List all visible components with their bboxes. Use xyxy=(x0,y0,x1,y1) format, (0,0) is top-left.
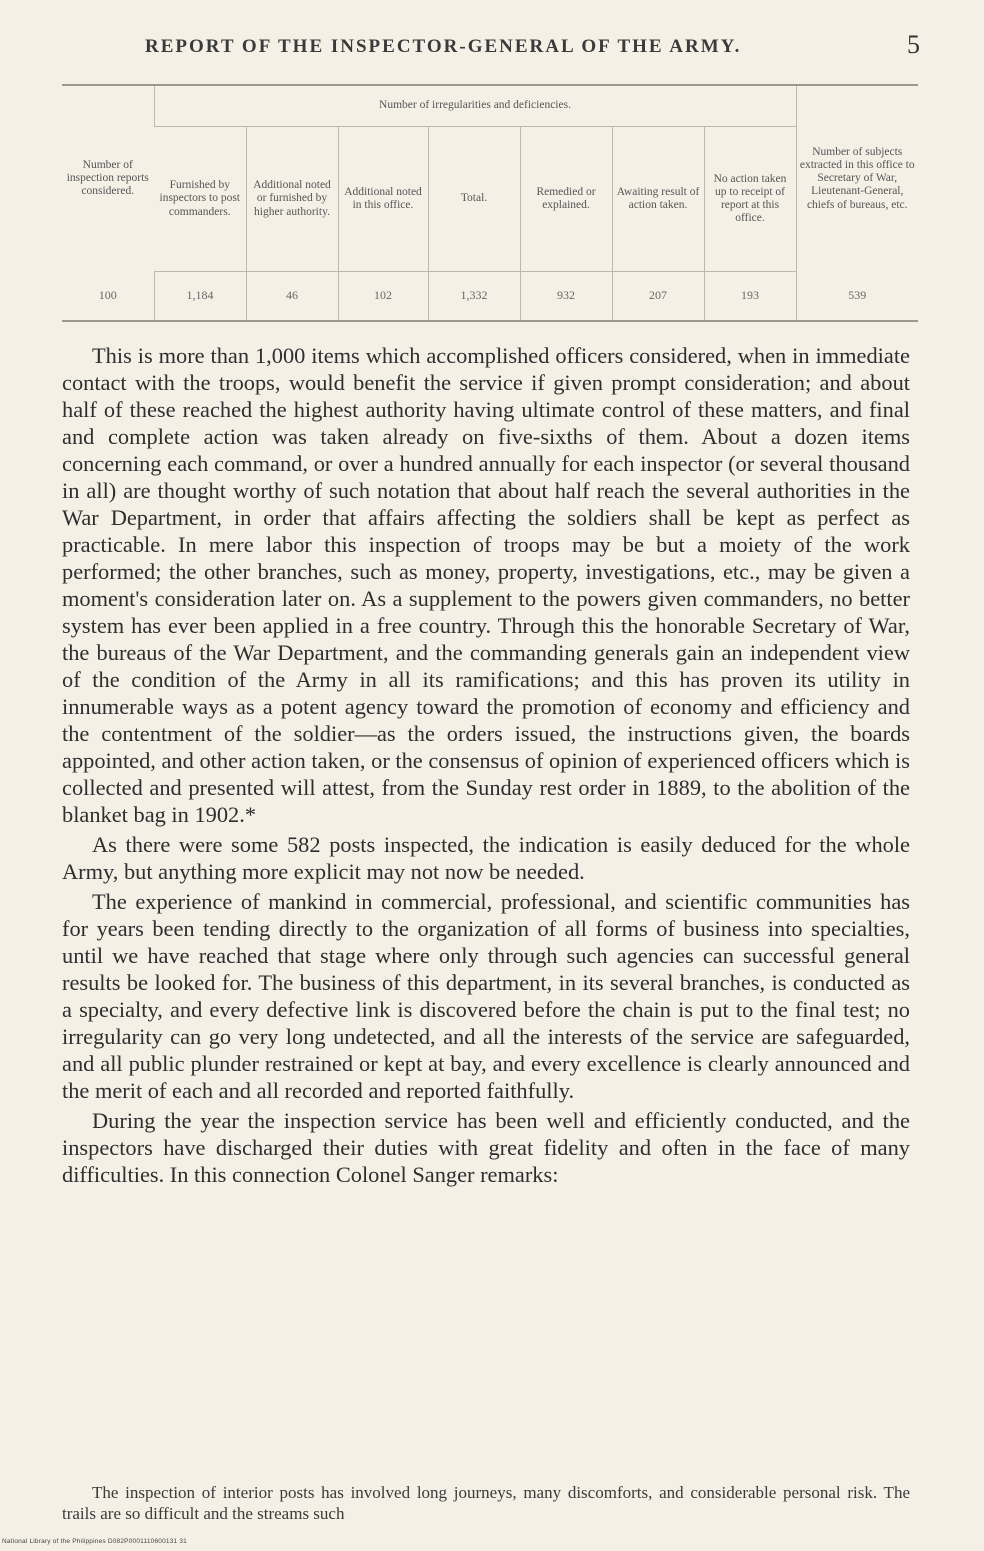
header-remedied: Remedied or explained. xyxy=(520,127,612,272)
scan-footer-stamp: National Library of the Philippines D082P0001110600131 31 xyxy=(2,1538,187,1545)
header-subjects-extracted: Number of subjects extracted in this office to Secretary of War, Lieutenant-General, chiefs of bureaus, etc. xyxy=(796,85,918,272)
table-cell: 46 xyxy=(246,272,338,322)
header-total: Total. xyxy=(428,127,520,272)
table-cell: 1,184 xyxy=(154,272,246,322)
table-cell: 539 xyxy=(796,272,918,322)
paragraph: This is more than 1,000 items which accomplished officers considered, when in immediate contact with the troops, would benefit the service if given prompt consideration; and about half of these reached the highest authority having ultimate control of these matters, and final and complete action was taken already on five-sixths of them. About a dozen items concerning each command, or over a hundred annually for each inspector (or several thousand in all) are thought worthy of such notation that about half reach the several authorities in the War Department, in order that affairs affecting the soldiers shall be kept as perfect as practicable. In mere labor this inspection of troops may be but a moiety of the work performed; the other branches, such as money, property, investigations, etc., may be given a moment's consideration later on. As a supplement to the powers given commanders, no better system has ever been applied in a free country. Through this the honorable Secretary of War, the bureaus of the War Department, and the commanding generals gain an independent view of the condition of the Army in all its ramifications; and this has proven its utility in innumerable ways as a potent agency toward the promotion of economy and efficiency and the contentment of the soldier—as the orders issued, the instructions given, the boards appointed, and other action taken, or the consensus of opinion of experienced officers which is collected and presented will attest, from the Sunday rest order in 1889, to the abolition of the blanket bag in 1902.* xyxy=(62,343,910,827)
table-cell: 932 xyxy=(520,272,612,322)
table-cell: 193 xyxy=(704,272,796,322)
irregularities-table xyxy=(62,84,918,322)
header-no-action: No action taken up to receipt of report at this office. xyxy=(704,127,796,272)
paragraph: During the year the inspection service has been well and efficiently conducted, and the inspectors have discharged their duties with great fidelity and often in the face of many difficulties. In this connection Colonel Sanger remarks: xyxy=(62,1108,910,1187)
body-text xyxy=(62,342,910,1188)
paragraph: The experience of mankind in commercial, professional, and scientific communities has for years been tending directly to the organization of all forms of business into specialties, until we have reached that stage where only through such agencies can successful general results be looked for. The business of this department, in its several branches, is conducted as a specialty, and every defective link is discovered before the chain is put to the final test; no irregularity can go very long undetected, and all the interests of the service are safeguarded, and all public plunder restrained or kept at bay, and every excellence is clearly announced and the merit of each and all recorded and reported faithfully. xyxy=(62,889,910,1103)
paragraph: As there were some 582 posts inspected, the indication is easily deduced for the whole Army, but anything more explicit may not now be needed. xyxy=(62,832,910,884)
page-number: 5 xyxy=(907,30,920,59)
header-additional-this-office: Additional noted in this office. xyxy=(338,127,428,272)
header-irregularities-group: Number of irregularities and deficiencies. xyxy=(154,85,796,127)
header-reports-considered: Number of inspection reports considered. xyxy=(66,158,149,198)
table-cell: 207 xyxy=(612,272,704,322)
header-additional-higher-authority: Additional noted or furnished by higher authority. xyxy=(246,127,338,272)
quote-paragraph: The inspection of interior posts has involved long journeys, many discomforts, and considerable personal risk. The trails are so difficult and the streams such xyxy=(62,1483,910,1523)
table-cell: 102 xyxy=(338,272,428,322)
block-quote xyxy=(62,1482,910,1524)
table-cell: 100 xyxy=(98,287,117,302)
header-awaiting-result: Awaiting result of action taken. xyxy=(612,127,704,272)
table-row xyxy=(62,272,918,322)
page-header-title: REPORT OF THE INSPECTOR-GENERAL OF THE ARMY. xyxy=(145,36,742,57)
header-furnished-by-inspectors: Furnished by inspectors to post commanders. xyxy=(154,127,246,272)
running-header xyxy=(60,30,920,66)
table-cell: 1,332 xyxy=(428,272,520,322)
